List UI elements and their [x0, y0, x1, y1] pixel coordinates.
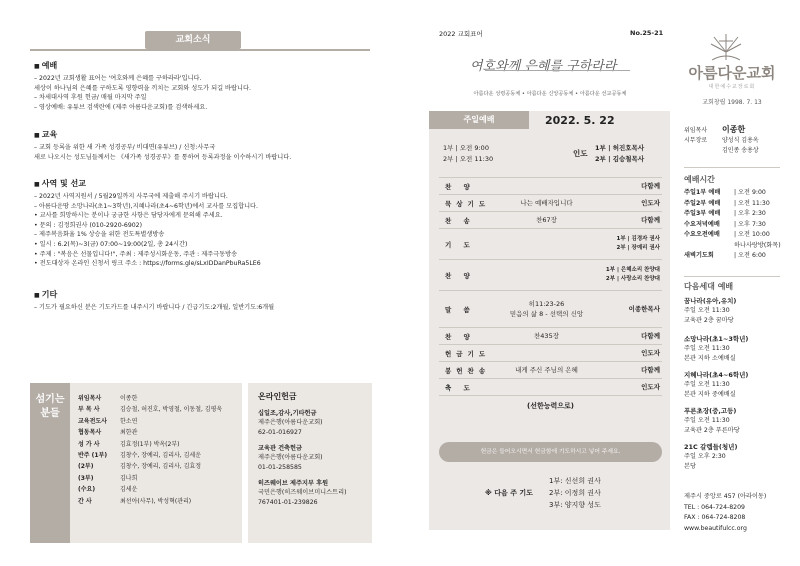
service-leader: 2부 | 김승철목사: [595, 155, 645, 163]
news-line[interactable]: • 전도대상자 온라인 신청서 링크 주소 : https://forms.gle/sLxIDDanPbuRa5LE6: [34, 260, 261, 268]
order-item-content: 히11:23-26 믿음의 삶 8 - 선택의 신앙: [509, 300, 584, 318]
church-contact: [684, 492, 766, 534]
elder-role: 시무장로: [684, 137, 708, 144]
news-divider: [30, 49, 370, 51]
staff-names: 김승철, 허진호, 박영철, 이동철, 김평욱: [120, 406, 223, 414]
group-name: 푸른초장(중,고등): [684, 407, 737, 415]
staff-row: [78, 393, 236, 404]
next-prayer-label: ※ 다음 주 기도: [485, 489, 533, 497]
order-row: [439, 228, 662, 259]
news-line: • 일시 : 6.2(목)~3(금) 07:00~19:00(2일, 총 24시간): [34, 240, 188, 248]
staff-role: 교육전도사: [78, 417, 107, 425]
order-item-person: 1부 | 김경자 권사 2부 | 장예리 권사: [616, 236, 660, 251]
service-leaders: [595, 143, 644, 165]
section-title: ■ 교육: [34, 129, 374, 140]
staff-row: [78, 416, 236, 427]
group-detail: 본당: [684, 463, 696, 470]
slogan-underline: [485, 70, 630, 71]
closing-hymn: (선한능력으로): [439, 395, 662, 416]
order-row: [439, 344, 662, 361]
order-item-person: 이종한목사: [628, 304, 660, 313]
online-offering-box: [248, 383, 372, 543]
staff-tag: 섬기는 분들: [30, 383, 70, 543]
order-row: [439, 177, 662, 194]
schedule-title: 예배시간: [684, 175, 715, 184]
pastor-role: 위임목사: [684, 127, 708, 134]
schedule-row: [684, 251, 781, 262]
news-line: • 교사를 희망하시는 분이나 궁금한 사항은 담당자에게 문의해 주세요.: [34, 212, 223, 220]
staff-role: 성 가 사: [78, 440, 100, 448]
staff-row: [78, 450, 236, 461]
staff-list: [78, 393, 236, 507]
order-item-name: 헌금기도: [445, 349, 491, 358]
order-item-content: 내게 주신 주님의 은혜: [515, 366, 578, 374]
next-prayer-2: 2부: 이정희 권사: [549, 489, 601, 497]
news-line: – 차세대사역 후원 헌금/ 매월 마지막 주일: [34, 94, 147, 102]
order-item-person: 인도자: [641, 382, 660, 391]
group-name: 지혜나라(초4~6학년): [684, 371, 749, 379]
account-number: 62-01-016927: [258, 428, 302, 436]
next-gen-title: 다음세대 예배: [684, 282, 734, 291]
schedule-name: 새벽기도회: [684, 252, 714, 259]
staff-names: 김창수, 장예리, 김리사, 김세운: [120, 452, 201, 460]
schedule-row: [684, 220, 781, 231]
news-line: – 영상예배: 유튜브 검색란에 (제주 아름다운교회)를 검색하세요.: [34, 103, 208, 111]
news-line: – 2022년 사역지원서 / 5월29일까지 사무국에 제출해 주시기 바랍니다.: [34, 193, 228, 200]
news-line: – 기도가 필요하신 분은 기도카드를 내주시기 바랍니다 / 긴급기도:2개월, 일반기도:6개월: [34, 304, 275, 311]
service-leader: 1부 | 허진호목사: [595, 144, 645, 152]
order-of-service: [439, 177, 662, 416]
cross-logo-icon: [708, 32, 744, 62]
lead-label: 인도: [573, 149, 588, 158]
staff-names: 이종한: [120, 395, 138, 402]
group-name: 소망나라(초1~3학년): [684, 335, 749, 343]
staff-names: 한소연: [120, 417, 138, 425]
next-gen-group: [684, 370, 748, 400]
contact-line: 제주시 중앙로 457 (아라이동): [684, 493, 767, 500]
order-item-person: 다함께: [641, 215, 660, 224]
news-tab: 교회소식: [145, 31, 241, 49]
news-section-etc: [34, 289, 374, 313]
schedule-name: 주일1부 예배: [684, 189, 721, 196]
next-gen-group: [684, 296, 736, 326]
order-item-person: 다함께: [641, 331, 660, 340]
order-item-name: 찬 양: [445, 332, 475, 341]
news-section-worship: [34, 60, 374, 112]
staff-role: 협동목사: [78, 429, 102, 437]
group-name: 꿈나라(유아,유치): [684, 297, 737, 305]
bank-name: 제주은행(아름다운교회): [258, 454, 323, 461]
group-detail: 주일 오전 11:30: [684, 345, 730, 352]
schedule-row: [684, 188, 781, 199]
motto-year: 2022 교회표어: [439, 30, 483, 38]
schedule-time: | 오전 11:30: [734, 199, 770, 207]
schedule-time: | 오전 9:00: [734, 189, 766, 196]
pastor-name: 이종한: [722, 125, 746, 134]
online-title: 온라인헌금: [258, 392, 297, 401]
news-line: • 문의 : 김정희권사 (010-2920-6902): [34, 221, 143, 229]
online-groups: [258, 409, 362, 507]
group-detail: 주일 오전 11:30: [684, 307, 730, 314]
news-line: – 제주복음화율 1% 상승을 위한 전도특별생방송: [34, 231, 165, 239]
order-item-name: 찬 양: [445, 182, 475, 191]
staff-role: (3부): [78, 474, 94, 482]
order-row: [439, 290, 662, 327]
staff-row: [78, 484, 236, 495]
staff-names: 김창수, 장예리, 김리사, 김효정: [120, 463, 201, 471]
schedule-row: [684, 209, 781, 220]
schedule-time: | 오후 2:30: [734, 210, 766, 217]
bank-name: 국민은행(히즈웨이브미니스트리): [258, 489, 347, 496]
next-prayer-3: 3부: 양지향 성도: [549, 501, 601, 509]
issue-number: No.25-21: [630, 29, 664, 37]
schedule-row: [684, 230, 781, 241]
staff-names: 최한관: [120, 429, 138, 437]
denomination: 대한예수교장로회: [708, 84, 756, 90]
order-item-content: 나는 예배자입니다: [520, 199, 573, 207]
staff-row: [78, 439, 236, 450]
order-item-content: 찬67장: [536, 216, 557, 224]
contact-line: TEL : 064-724-8209: [684, 503, 745, 511]
staff-row: [78, 461, 236, 472]
account-number: 767401-01-239826: [258, 498, 318, 506]
group-detail: 교육관 2층 꿈마당: [684, 317, 734, 324]
offering-type: 십일조,감사,기타헌금: [258, 410, 317, 417]
order-item-name: 찬 양: [445, 271, 475, 280]
order-item-person: 인도자: [641, 348, 660, 357]
order-row: [439, 259, 662, 290]
news-line: – 교회 등록을 위한 새 가족 성경공부/ 비대면(유튜브) / 신청:사무국: [34, 144, 216, 151]
service-time: 1부 | 오전 9:00: [443, 144, 489, 152]
schedule-name: 수요저녁예배: [684, 220, 720, 228]
schedule-name: 주일2부 예배: [684, 199, 721, 207]
elders: 양성식 김용옥: [722, 137, 759, 144]
schedule-row: [684, 241, 781, 252]
staff-role: (2부): [78, 463, 94, 471]
order-row: [439, 211, 662, 228]
worship-order-panel: [429, 111, 670, 530]
order-row: [439, 327, 662, 344]
section-title: ■ 기타: [34, 289, 374, 300]
service-time: 2부 | 오전 11:30: [443, 155, 494, 163]
next-prayer-1: 1부: 신선희 권사: [549, 477, 601, 485]
next-gen-group: [684, 406, 740, 436]
website-link[interactable]: www.beautifulcc.org: [684, 524, 747, 532]
order-row: [439, 194, 662, 211]
staff-box: [30, 383, 242, 543]
divider: [684, 167, 780, 168]
offering-type: 교육관 건축헌금: [258, 445, 302, 452]
schedule-name: 수요오전예배: [684, 231, 720, 238]
order-item-name: 기 도: [445, 240, 475, 249]
schedule-list: [684, 188, 781, 262]
group-detail: 본관 지하 소예배실: [684, 355, 736, 362]
order-item-name: 찬 송: [445, 216, 475, 225]
staff-role: 부 목 사: [78, 406, 100, 414]
staff-role: (수요): [78, 486, 96, 494]
schedule-time: 하나사랑방(화목): [734, 241, 781, 249]
order-item-name: 말 씀: [445, 305, 475, 314]
staff-names: 김나희: [120, 474, 138, 482]
group-detail: 교육관 2층 푸른마당: [684, 427, 740, 434]
schedule-time: | 오후 7:30: [734, 220, 766, 228]
order-item-name: 묵상기도: [445, 199, 491, 208]
contact-line: FAX : 064-724-8208: [684, 514, 746, 521]
news-line: 세상이 하나님의 은혜를 구하도록 영향력을 끼치는 교회와 성도가 되길 바랍니다.: [34, 84, 251, 92]
news-line: – 2022년 교회생활 표어는 '여호와께 은혜를 구하라라'입니다.: [34, 75, 202, 82]
order-item-person: 다함께: [641, 181, 660, 190]
schedule-time: | 오전 10:00: [734, 231, 770, 238]
offering-announcement: 헌금은 들어오시면서 헌금함에 기도하시고 넣어 주세요.: [439, 442, 662, 462]
divider: [684, 276, 780, 277]
group-detail: 주일 오전 11:30: [684, 381, 730, 388]
group-detail: 주일 오후 2:30: [684, 453, 726, 460]
staff-names: 김세운: [120, 486, 138, 494]
schedule-name: 주일3부 예배: [684, 210, 721, 217]
order-row: [439, 361, 662, 378]
section-title: ■ 사역 및 선교: [34, 178, 374, 189]
staff-role: 위임목사: [78, 395, 102, 402]
section-title: ■ 예배: [34, 60, 374, 71]
worship-date: 2022. 5. 22: [545, 114, 615, 127]
next-gen-group: [684, 334, 748, 364]
order-item-name: 봉헌찬송: [445, 366, 491, 375]
order-item-content: 찬435장: [534, 332, 559, 340]
staff-row: [78, 473, 236, 484]
news-line: 새로 나오시는 성도님들께서는 《새가족 성경공부》를 통하여 등록과정을 이수하시기 바랍니다.: [34, 153, 292, 161]
staff-names: 김효정(1부) 박옥(2부): [120, 440, 180, 448]
service-times: [443, 143, 493, 165]
news-line: – 아름다운땅 소망나라(초1~3학년),지혜나라(초4~6학년)에서 교사를 모집합니다.: [34, 202, 259, 210]
pastor-info: [684, 125, 759, 156]
staff-role: 반주 (1부): [78, 452, 108, 460]
church-name: 아름다운교회: [688, 64, 776, 82]
group-name: 21C 갈렙들(청년): [684, 443, 738, 451]
schedule-row: [684, 199, 781, 210]
worship-tab: 주일예배: [429, 111, 529, 129]
order-item-name: 축 도: [445, 383, 475, 392]
news-section-education: [34, 129, 374, 162]
news-section-mission: [34, 178, 374, 269]
news-line: • 주제 : "복음은 선물입니다!", 주최 : 제주성시화운동, 주관 : 제주극동방송: [34, 250, 238, 258]
staff-role: 간 사: [78, 497, 92, 505]
schedule-time: | 오전 6:00: [734, 252, 766, 259]
staff-row: [78, 496, 236, 507]
order-row: [439, 378, 662, 395]
next-gen-group: [684, 442, 737, 472]
offering-type: 히즈웨이브 제주지부 후원: [258, 480, 329, 487]
staff-row: [78, 427, 236, 438]
staff-row: [78, 404, 236, 415]
staff-names: 최선아(사무), 박성혁(관리): [120, 497, 192, 505]
order-item-person: 다함께: [641, 365, 660, 374]
bank-name: 제주은행(아름다운교회): [258, 419, 323, 426]
order-item-person: 1부 | 은혜소리 찬양대 2부 | 사랑소리 찬양대: [605, 267, 660, 282]
sub-slogan: 아름다운 성령공동체 • 아름다운 신앙공동체 • 아름다운 선교공동체: [473, 91, 627, 97]
elders: 김인종 송용상: [722, 147, 759, 154]
order-item-person: 인도자: [641, 198, 660, 207]
founded-date: 교회창립 1998. 7. 13: [702, 99, 762, 106]
account-number: 01-01-258585: [258, 463, 302, 471]
group-detail: 주일 오전 11:30: [684, 417, 730, 424]
group-detail: 본관 지하 중예배실: [684, 391, 736, 398]
slogan: 여호와께 은혜를 구하라라: [470, 59, 617, 74]
